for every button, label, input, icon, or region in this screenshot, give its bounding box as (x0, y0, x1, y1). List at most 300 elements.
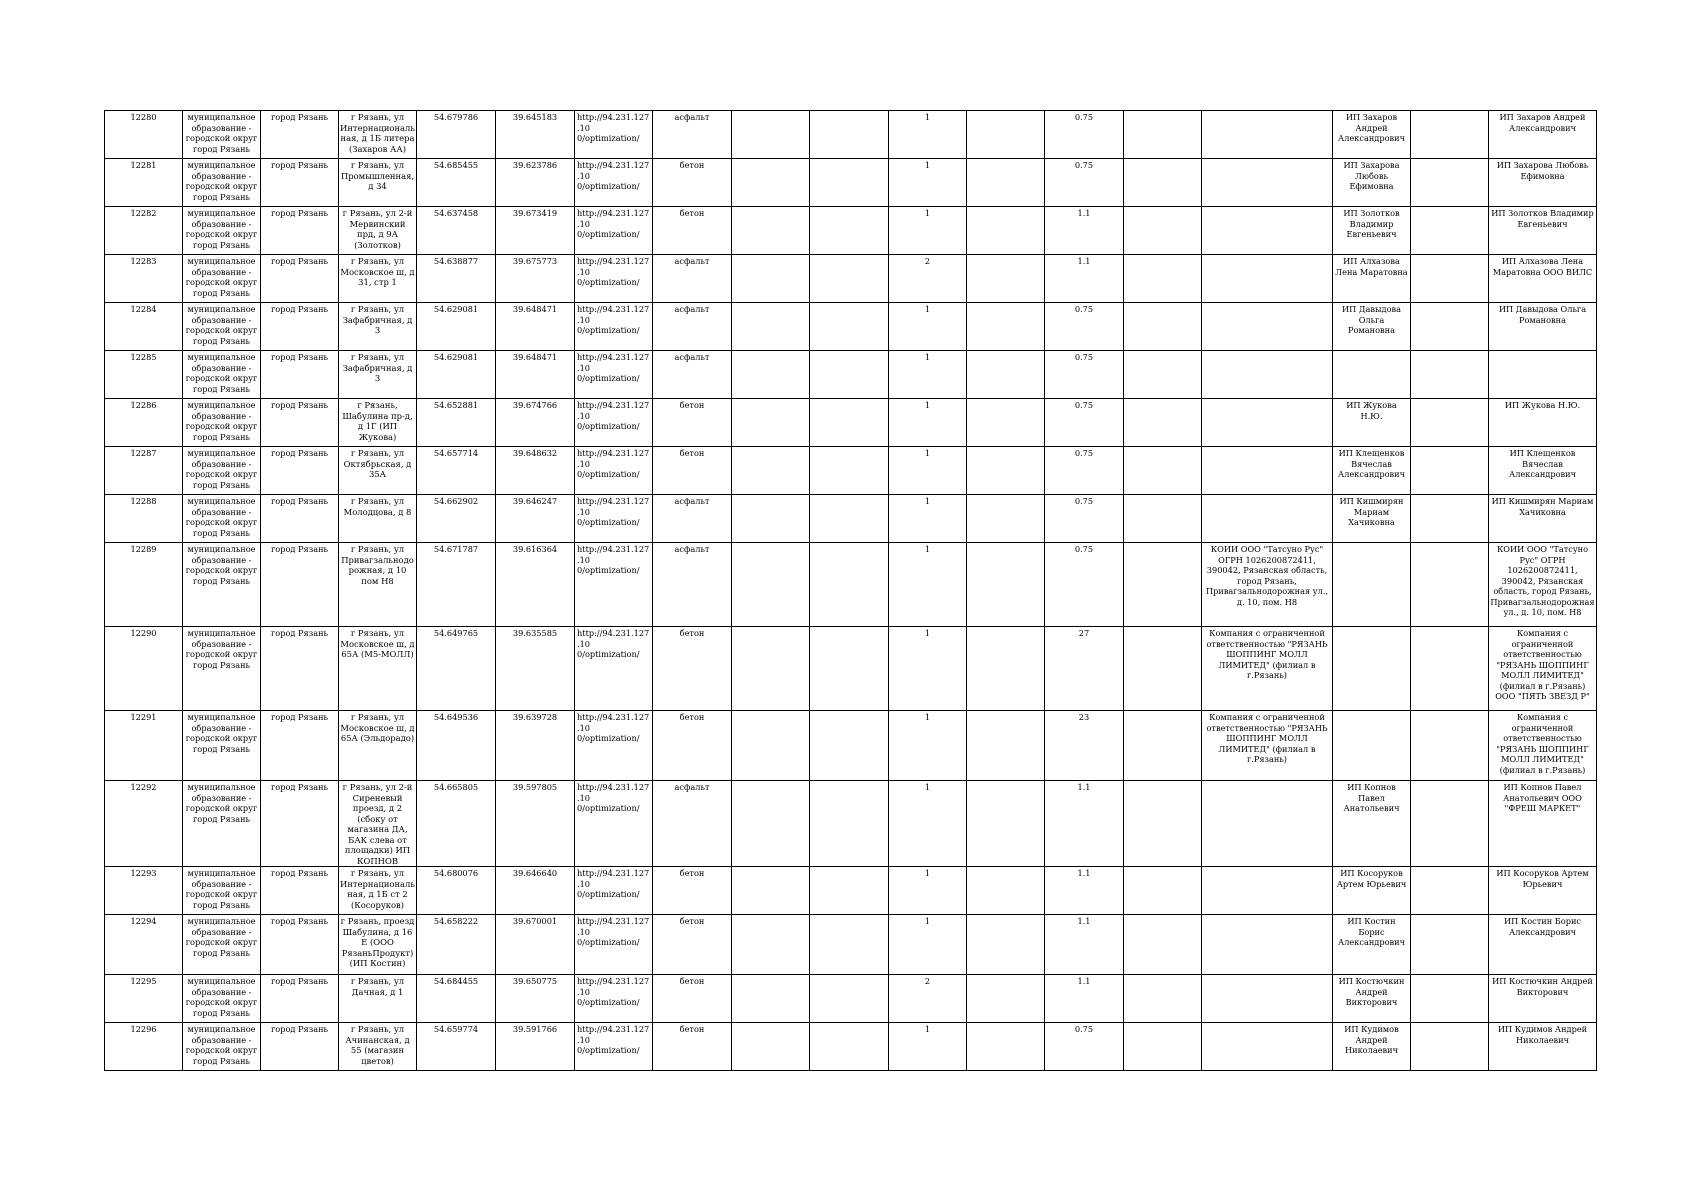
cell-latitude: 54.665805 (417, 781, 496, 867)
cell-address: г Рязань, ул Зафабричная, д 3 (339, 351, 417, 399)
table-row (105, 915, 1597, 975)
cell-empty-d (1124, 495, 1202, 543)
registry-rows (105, 111, 1597, 1071)
cell-owner: ИП Алхазова Лена Маратовна (1333, 255, 1411, 303)
cell-operator (1202, 159, 1333, 207)
cell-owner (1333, 627, 1411, 711)
cell-address: г Рязань, ул Интернациональная, д 1Б ст 2 (Косоруков) (339, 867, 417, 915)
cell-empty-a (732, 543, 810, 627)
cell-id: 12284 (105, 303, 183, 351)
cell-empty-e (1411, 207, 1489, 255)
cell-id: 12291 (105, 711, 183, 781)
cell-volume: 1.1 (1045, 915, 1124, 975)
cell-empty-d (1124, 781, 1202, 867)
cell-operator (1202, 495, 1333, 543)
cell-owner: ИП Захаров Андрей Александрович (1333, 111, 1411, 159)
cell-link[interactable]: http://94.231.127.10 0/optimization/ (575, 867, 653, 915)
cell-surface: бетон (653, 975, 732, 1023)
cell-operator (1202, 1023, 1333, 1071)
cell-operator (1202, 255, 1333, 303)
cell-surface: асфальт (653, 781, 732, 867)
cell-municipality: муниципальное образование - городской округ город Рязань (183, 351, 261, 399)
cell-waste-source: ИП Костючкин Андрей Викторович (1489, 975, 1597, 1023)
cell-city: город Рязань (261, 915, 339, 975)
cell-address: г Рязань, ул 2-й Сиреневый проезд, д 2 (сбоку от магазина ДА, БАК слева от площадки) ИП КОПНОВ (339, 781, 417, 867)
cell-city: город Рязань (261, 543, 339, 627)
cell-latitude: 54.684455 (417, 975, 496, 1023)
cell-empty-e (1411, 627, 1489, 711)
cell-waste-source: ИП Жукова Н.Ю. (1489, 399, 1597, 447)
cell-empty-c (967, 255, 1045, 303)
cell-waste-source: ИП Косоруков Артем Юрьевич (1489, 867, 1597, 915)
cell-empty-a (732, 711, 810, 781)
cell-waste-source: ИП Давыдова Ольга Романовна (1489, 303, 1597, 351)
cell-id: 12288 (105, 495, 183, 543)
cell-surface: асфальт (653, 255, 732, 303)
cell-container-count: 1 (889, 351, 967, 399)
cell-empty-a (732, 255, 810, 303)
cell-link[interactable]: http://94.231.127.10 0/optimization/ (575, 159, 653, 207)
cell-container-count: 1 (889, 303, 967, 351)
cell-owner (1333, 543, 1411, 627)
cell-empty-e (1411, 495, 1489, 543)
cell-municipality: муниципальное образование - городской округ город Рязань (183, 1023, 261, 1071)
cell-empty-b (810, 711, 889, 781)
cell-id: 12289 (105, 543, 183, 627)
cell-city: город Рязань (261, 207, 339, 255)
cell-empty-d (1124, 303, 1202, 351)
cell-id: 12295 (105, 975, 183, 1023)
cell-volume: 0.75 (1045, 111, 1124, 159)
cell-container-count: 1 (889, 111, 967, 159)
cell-container-count: 1 (889, 207, 967, 255)
cell-empty-b (810, 627, 889, 711)
cell-empty-c (967, 1023, 1045, 1071)
cell-waste-source: ИП Копнов Павел Анатольевич ООО "ФРЕШ МАРКЕТ" (1489, 781, 1597, 867)
cell-surface: бетон (653, 447, 732, 495)
cell-link[interactable]: http://94.231.127.10 0/optimization/ (575, 351, 653, 399)
cell-latitude: 54.657714 (417, 447, 496, 495)
cell-latitude: 54.658222 (417, 915, 496, 975)
cell-city: город Рязань (261, 1023, 339, 1071)
cell-empty-d (1124, 867, 1202, 915)
cell-longitude: 39.648632 (496, 447, 575, 495)
cell-empty-b (810, 867, 889, 915)
cell-municipality: муниципальное образование - городской округ город Рязань (183, 495, 261, 543)
cell-latitude: 54.629081 (417, 303, 496, 351)
cell-address: г Рязань, проезд Шабулина, д 16 Е (ООО РязаньПродукт)(ИП Костин) (339, 915, 417, 975)
cell-owner: ИП Костин Борис Александрович (1333, 915, 1411, 975)
cell-longitude: 39.645183 (496, 111, 575, 159)
table-row (105, 1023, 1597, 1071)
cell-municipality: муниципальное образование - городской округ город Рязань (183, 627, 261, 711)
cell-latitude: 54.652881 (417, 399, 496, 447)
cell-owner: ИП Жукова Н.Ю. (1333, 399, 1411, 447)
table-row (105, 627, 1597, 711)
cell-volume: 1.1 (1045, 255, 1124, 303)
cell-empty-b (810, 111, 889, 159)
cell-municipality: муниципальное образование - городской округ город Рязань (183, 399, 261, 447)
cell-owner: ИП Копнов Павел Анатольевич (1333, 781, 1411, 867)
cell-owner: ИП Косоруков Артем Юрьевич (1333, 867, 1411, 915)
cell-link[interactable]: http://94.231.127.10 0/optimization/ (575, 627, 653, 711)
cell-empty-d (1124, 711, 1202, 781)
cell-container-count: 2 (889, 255, 967, 303)
cell-empty-d (1124, 975, 1202, 1023)
cell-empty-a (732, 781, 810, 867)
cell-address: г Рязань, ул Промышленная, д 34 (339, 159, 417, 207)
cell-owner: ИП Захарова Любовь Ефимовна (1333, 159, 1411, 207)
cell-municipality: муниципальное образование - городской округ город Рязань (183, 111, 261, 159)
cell-volume: 0.75 (1045, 447, 1124, 495)
cell-municipality: муниципальное образование - городской округ город Рязань (183, 867, 261, 915)
cell-empty-a (732, 159, 810, 207)
cell-link[interactable]: http://94.231.127.10 0/optimization/ (575, 255, 653, 303)
cell-volume: 0.75 (1045, 159, 1124, 207)
cell-container-count: 1 (889, 867, 967, 915)
cell-empty-b (810, 159, 889, 207)
table-row (105, 975, 1597, 1023)
cell-id: 12280 (105, 111, 183, 159)
cell-latitude: 54.649765 (417, 627, 496, 711)
cell-owner: ИП Кишмирян Мариам Хачиковна (1333, 495, 1411, 543)
cell-empty-a (732, 207, 810, 255)
cell-municipality: муниципальное образование - городской округ город Рязань (183, 975, 261, 1023)
cell-city: город Рязань (261, 399, 339, 447)
cell-city: город Рязань (261, 447, 339, 495)
cell-longitude: 39.646640 (496, 867, 575, 915)
cell-container-count: 1 (889, 543, 967, 627)
cell-municipality: муниципальное образование - городской округ город Рязань (183, 255, 261, 303)
cell-link[interactable]: http://94.231.127.10 0/optimization/ (575, 207, 653, 255)
cell-operator: Компания с ограниченной ответственностью "РЯЗАНЬ ШОППИНГ МОЛЛ ЛИМИТЕД" (филиал в г.Рязань) (1202, 711, 1333, 781)
cell-city: город Рязань (261, 711, 339, 781)
cell-empty-b (810, 975, 889, 1023)
cell-empty-d (1124, 255, 1202, 303)
table-row (105, 399, 1597, 447)
cell-waste-source: ИП Кишмирян Мариам Хачиковна (1489, 495, 1597, 543)
cell-link[interactable]: http://94.231.127.10 0/optimization/ (575, 495, 653, 543)
cell-owner: ИП Клещенков Вячеслав Александрович (1333, 447, 1411, 495)
cell-id: 12294 (105, 915, 183, 975)
cell-latitude: 54.629081 (417, 351, 496, 399)
cell-volume: 27 (1045, 627, 1124, 711)
cell-container-count: 1 (889, 781, 967, 867)
cell-empty-b (810, 255, 889, 303)
cell-id: 12287 (105, 447, 183, 495)
cell-municipality: муниципальное образование - городской округ город Рязань (183, 159, 261, 207)
cell-longitude: 39.674766 (496, 399, 575, 447)
cell-empty-d (1124, 207, 1202, 255)
cell-link[interactable]: http://94.231.127.10 0/optimization/ (575, 915, 653, 975)
cell-latitude: 54.638877 (417, 255, 496, 303)
cell-empty-d (1124, 159, 1202, 207)
cell-city: город Рязань (261, 495, 339, 543)
cell-link[interactable]: http://94.231.127.10 0/optimization/ (575, 711, 653, 781)
cell-operator: КОИИ ООО "Татсуно Рус" ОГРН 1026200872411, 390042, Рязанская область, город Рязань, Привагзальнодорожная ул., д. 10, пом. Н8 (1202, 543, 1333, 627)
waste-sites-registry-table (104, 110, 1597, 1071)
cell-municipality: муниципальное образование - городской округ город Рязань (183, 543, 261, 627)
cell-surface: асфальт (653, 303, 732, 351)
cell-owner (1333, 351, 1411, 399)
cell-address: г Рязань, ул Московское ш, д 65А (М5-МОЛЛ) (339, 627, 417, 711)
cell-longitude: 39.616364 (496, 543, 575, 627)
cell-empty-c (967, 351, 1045, 399)
cell-container-count: 1 (889, 1023, 967, 1071)
cell-empty-e (1411, 303, 1489, 351)
cell-surface: бетон (653, 915, 732, 975)
cell-waste-source: Компания с ограниченной ответственностью "РЯЗАНЬ ШОППИНГ МОЛЛ ЛИМИТЕД" (филиал в г.Рязань) (1489, 711, 1597, 781)
cell-longitude: 39.635585 (496, 627, 575, 711)
cell-city: город Рязань (261, 975, 339, 1023)
cell-empty-b (810, 351, 889, 399)
cell-empty-a (732, 1023, 810, 1071)
cell-empty-a (732, 495, 810, 543)
cell-empty-e (1411, 543, 1489, 627)
cell-empty-e (1411, 447, 1489, 495)
cell-address: г Рязань, ул Молодцова, д 8 (339, 495, 417, 543)
cell-container-count: 1 (889, 711, 967, 781)
cell-municipality: муниципальное образование - городской округ город Рязань (183, 207, 261, 255)
cell-latitude: 54.637458 (417, 207, 496, 255)
cell-empty-d (1124, 543, 1202, 627)
cell-link[interactable]: http://94.231.127.10 0/optimization/ (575, 781, 653, 867)
cell-municipality: муниципальное образование - городской округ город Рязань (183, 303, 261, 351)
cell-link[interactable]: http://94.231.127.10 0/optimization/ (575, 975, 653, 1023)
cell-municipality: муниципальное образование - городской округ город Рязань (183, 711, 261, 781)
cell-empty-a (732, 627, 810, 711)
cell-empty-c (967, 399, 1045, 447)
table-row (105, 867, 1597, 915)
cell-id: 12292 (105, 781, 183, 867)
cell-link[interactable]: http://94.231.127.10 0/optimization/ (575, 543, 653, 627)
cell-surface: асфальт (653, 495, 732, 543)
cell-empty-d (1124, 399, 1202, 447)
cell-address: г Рязань, ул Интернациональная, д 1Б литера (Захаров АА) (339, 111, 417, 159)
cell-empty-e (1411, 399, 1489, 447)
cell-surface: бетон (653, 1023, 732, 1071)
cell-empty-c (967, 111, 1045, 159)
cell-address: г Рязань, ул Московское ш, д 31, стр 1 (339, 255, 417, 303)
cell-operator (1202, 867, 1333, 915)
cell-volume: 0.75 (1045, 351, 1124, 399)
cell-empty-c (967, 447, 1045, 495)
cell-empty-b (810, 495, 889, 543)
cell-address: г Рязань, ул Зафабричная, д 3 (339, 303, 417, 351)
cell-municipality: муниципальное образование - городской округ город Рязань (183, 781, 261, 867)
cell-latitude: 54.679786 (417, 111, 496, 159)
cell-address: г Рязань, ул 2-й Мервинский прд, д 9А (Золотков) (339, 207, 417, 255)
table-row (105, 495, 1597, 543)
cell-volume: 1.1 (1045, 975, 1124, 1023)
cell-empty-a (732, 447, 810, 495)
cell-container-count: 1 (889, 159, 967, 207)
cell-empty-c (967, 627, 1045, 711)
cell-container-count: 1 (889, 627, 967, 711)
table-row (105, 159, 1597, 207)
cell-operator: Компания с ограниченной ответственностью "РЯЗАНЬ ШОППИНГ МОЛЛ ЛИМИТЕД" (филиал в г.Рязань) (1202, 627, 1333, 711)
cell-volume: 1.1 (1045, 207, 1124, 255)
cell-empty-d (1124, 915, 1202, 975)
cell-longitude: 39.639728 (496, 711, 575, 781)
cell-city: город Рязань (261, 627, 339, 711)
cell-waste-source: ИП Золотков Владимир Евгеньевич (1489, 207, 1597, 255)
cell-container-count: 1 (889, 495, 967, 543)
cell-empty-c (967, 495, 1045, 543)
cell-owner (1333, 711, 1411, 781)
cell-link[interactable]: http://94.231.127.10 0/optimization/ (575, 111, 653, 159)
cell-latitude: 54.659774 (417, 1023, 496, 1071)
cell-empty-a (732, 915, 810, 975)
cell-link[interactable]: http://94.231.127.10 0/optimization/ (575, 1023, 653, 1071)
cell-surface: бетон (653, 627, 732, 711)
cell-longitude: 39.646247 (496, 495, 575, 543)
cell-container-count: 2 (889, 975, 967, 1023)
cell-empty-a (732, 303, 810, 351)
cell-empty-e (1411, 1023, 1489, 1071)
cell-empty-a (732, 351, 810, 399)
cell-empty-d (1124, 627, 1202, 711)
cell-address: г Рязань, ул Привагзальнодорожная, д 10 пом Н8 (339, 543, 417, 627)
cell-empty-c (967, 711, 1045, 781)
cell-latitude: 54.671787 (417, 543, 496, 627)
cell-empty-e (1411, 867, 1489, 915)
cell-empty-b (810, 447, 889, 495)
cell-longitude: 39.648471 (496, 303, 575, 351)
table-row (105, 447, 1597, 495)
cell-latitude: 54.685455 (417, 159, 496, 207)
cell-waste-source: Компания с ограниченной ответственностью "РЯЗАНЬ ШОППИНГ МОЛЛ ЛИМИТЕД" (филиал в г.Рязань) ООО "ПЯТЬ ЗВЕЗД Р" (1489, 627, 1597, 711)
cell-address: г Рязань, ул Октябрьская, д 35А (339, 447, 417, 495)
cell-operator (1202, 447, 1333, 495)
cell-address: г Рязань, ул Дачная, д 1 (339, 975, 417, 1023)
cell-longitude: 39.623786 (496, 159, 575, 207)
cell-empty-e (1411, 159, 1489, 207)
cell-empty-a (732, 399, 810, 447)
cell-longitude: 39.675773 (496, 255, 575, 303)
cell-volume: 1.1 (1045, 867, 1124, 915)
cell-operator (1202, 975, 1333, 1023)
cell-longitude: 39.597805 (496, 781, 575, 867)
table-row (105, 351, 1597, 399)
cell-surface: асфальт (653, 543, 732, 627)
cell-longitude: 39.673419 (496, 207, 575, 255)
cell-operator (1202, 207, 1333, 255)
cell-city: город Рязань (261, 867, 339, 915)
cell-longitude: 39.670001 (496, 915, 575, 975)
cell-city: город Рязань (261, 111, 339, 159)
table-row (105, 543, 1597, 627)
cell-surface: бетон (653, 867, 732, 915)
cell-city: город Рязань (261, 781, 339, 867)
cell-container-count: 1 (889, 915, 967, 975)
cell-empty-a (732, 975, 810, 1023)
cell-municipality: муниципальное образование - городской округ город Рязань (183, 915, 261, 975)
cell-operator (1202, 781, 1333, 867)
table-row (105, 207, 1597, 255)
table-row (105, 255, 1597, 303)
cell-empty-b (810, 915, 889, 975)
cell-empty-c (967, 207, 1045, 255)
cell-container-count: 1 (889, 399, 967, 447)
cell-empty-e (1411, 915, 1489, 975)
cell-longitude: 39.648471 (496, 351, 575, 399)
cell-volume: 0.75 (1045, 543, 1124, 627)
cell-owner: ИП Кудимов Андрей Николаевич (1333, 1023, 1411, 1071)
cell-city: город Рязань (261, 255, 339, 303)
cell-latitude: 54.662902 (417, 495, 496, 543)
cell-empty-a (732, 867, 810, 915)
cell-longitude: 39.591766 (496, 1023, 575, 1071)
cell-link[interactable]: http://94.231.127.10 0/optimization/ (575, 399, 653, 447)
cell-empty-b (810, 781, 889, 867)
cell-waste-source: ИП Кудимов Андрей Николаевич (1489, 1023, 1597, 1071)
table-row (105, 711, 1597, 781)
cell-empty-e (1411, 711, 1489, 781)
cell-empty-e (1411, 255, 1489, 303)
cell-empty-b (810, 303, 889, 351)
cell-waste-source: ИП Клещенков Вячеслав Александрович (1489, 447, 1597, 495)
cell-empty-c (967, 915, 1045, 975)
cell-operator (1202, 915, 1333, 975)
cell-id: 12285 (105, 351, 183, 399)
cell-waste-source: ИП Захарова Любовь Ефимовна (1489, 159, 1597, 207)
cell-waste-source (1489, 351, 1597, 399)
cell-empty-b (810, 1023, 889, 1071)
cell-empty-c (967, 781, 1045, 867)
cell-city: город Рязань (261, 351, 339, 399)
cell-surface: бетон (653, 399, 732, 447)
cell-link[interactable]: http://94.231.127.10 0/optimization/ (575, 303, 653, 351)
cell-volume: 0.75 (1045, 495, 1124, 543)
cell-waste-source: КОИИ ООО "Татсуно Рус" ОГРН 1026200872411, 390042, Рязанская область, город Рязань, Привагзальнодорожная ул., д. 10, пом. Н8 (1489, 543, 1597, 627)
cell-city: город Рязань (261, 159, 339, 207)
cell-waste-source: ИП Захаров Андрей Александрович (1489, 111, 1597, 159)
cell-empty-c (967, 543, 1045, 627)
cell-address: г Рязань, ул Ачинанская, д 55 (магазин цветов) (339, 1023, 417, 1071)
cell-latitude: 54.649536 (417, 711, 496, 781)
cell-empty-b (810, 399, 889, 447)
cell-id: 12286 (105, 399, 183, 447)
cell-id: 12282 (105, 207, 183, 255)
cell-owner: ИП Давыдова Ольга Романовна (1333, 303, 1411, 351)
cell-operator (1202, 351, 1333, 399)
cell-volume: 0.75 (1045, 399, 1124, 447)
cell-link[interactable]: http://94.231.127.10 0/optimization/ (575, 447, 653, 495)
cell-empty-c (967, 303, 1045, 351)
cell-empty-d (1124, 447, 1202, 495)
cell-waste-source: ИП Алхазова Лена Маратовна ООО ВИЛС (1489, 255, 1597, 303)
cell-empty-e (1411, 111, 1489, 159)
cell-longitude: 39.650775 (496, 975, 575, 1023)
table-row (105, 111, 1597, 159)
cell-volume: 0.75 (1045, 1023, 1124, 1071)
cell-volume: 1.1 (1045, 781, 1124, 867)
cell-empty-a (732, 111, 810, 159)
cell-empty-b (810, 207, 889, 255)
table-row (105, 303, 1597, 351)
cell-owner: ИП Костючкин Андрей Викторович (1333, 975, 1411, 1023)
cell-empty-c (967, 159, 1045, 207)
cell-empty-e (1411, 975, 1489, 1023)
cell-surface: асфальт (653, 111, 732, 159)
cell-id: 12281 (105, 159, 183, 207)
cell-address: г Рязань, Шабулина пр-д, д 1Г (ИП Жукова) (339, 399, 417, 447)
cell-empty-b (810, 543, 889, 627)
cell-surface: бетон (653, 159, 732, 207)
cell-empty-c (967, 975, 1045, 1023)
cell-volume: 23 (1045, 711, 1124, 781)
